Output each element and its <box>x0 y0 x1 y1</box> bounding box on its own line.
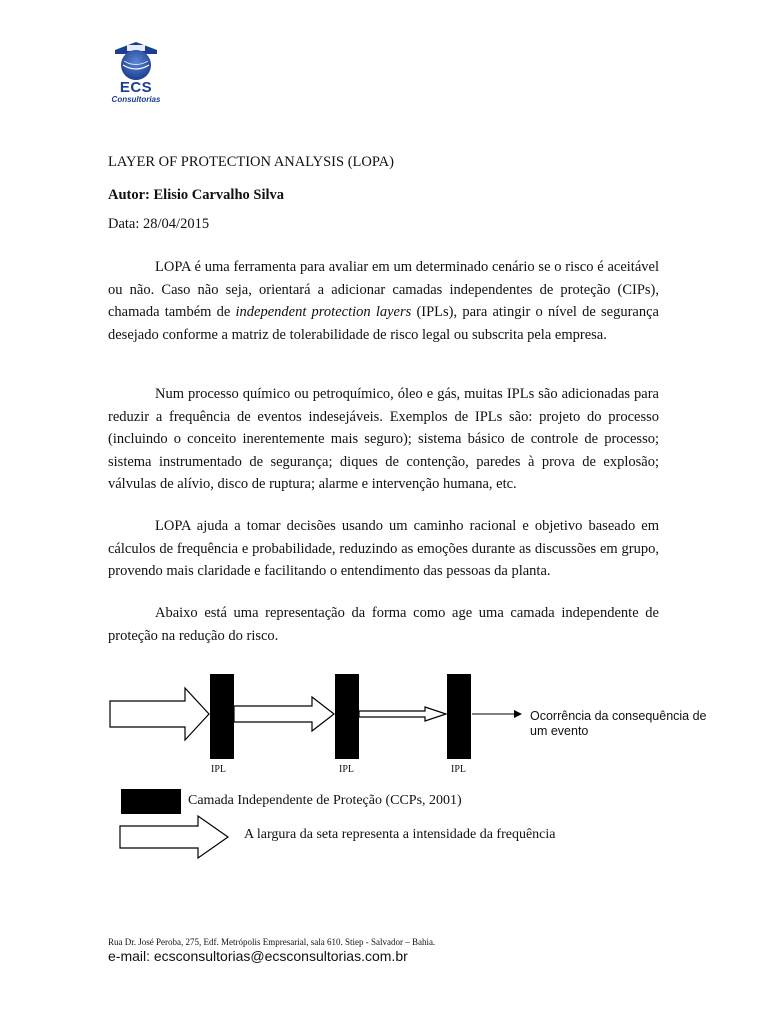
legend-layer-text: Camada Independente de Proteção (CCPs, 2001) <box>188 793 462 808</box>
ipl-bar-1 <box>210 674 234 759</box>
footer-address: Rua Dr. José Peroba, 275, Edf. Metrópolis Empresarial, sala 610. Stiep - Salvador – Bahia. <box>108 937 436 947</box>
logo-subtitle: Consultorias <box>111 95 161 104</box>
ipl-label-2: IPL <box>339 764 354 775</box>
ipl-label-3: IPL <box>451 764 466 775</box>
company-logo <box>107 40 165 108</box>
paragraph-4: Abaixo está uma representação da forma como age uma camada independente de proteção na redução do risco. <box>108 605 659 644</box>
legend-arrow-text: A largura da seta representa a intensidade da frequência <box>244 827 556 842</box>
paragraph-1-italic: independent protection layers <box>235 304 412 321</box>
legend-arrow-icon <box>120 816 228 858</box>
paragraph-1-text-a: LOPA é uma ferramenta para avaliar em um determinado cenário se o risco é aceitável ou não. Caso não seja, orientará a adicionar camadas independentes de proteção (CIPs), chamada também de <box>108 259 659 321</box>
ipl-label-1: IPL <box>211 764 226 775</box>
document-author: Autor: Elisio Carvalho Silva <box>108 187 285 203</box>
paragraph-3: LOPA ajuda a tomar decisões usando um caminho racional e objetivo baseado em cálculos de frequência e probabilidade, reduzindo as emoções durante as discussões em grupo, provendo mais claridade e facilitando o entendimento das pessoas da planta. <box>108 518 659 580</box>
paragraph-1 <box>108 256 659 346</box>
large-arrow-icon <box>110 688 209 740</box>
document-date: Data: 28/04/2015 <box>108 216 210 232</box>
medium-arrow-icon <box>234 697 334 731</box>
ipl-bar-2 <box>335 674 359 759</box>
document-title: LAYER OF PROTECTION ANALYSIS (LOPA) <box>108 154 394 170</box>
footer-email: e-mail: ecsconsultorias@ecsconsultorias.com.br <box>108 948 408 964</box>
logo-name: ECS <box>119 79 153 96</box>
paragraph-1-text-b: (IPLs), para atingir o nível de segurança desejado conforme a matriz de tolerabilidade de risco legal ou subscrita pela empresa. <box>108 304 659 343</box>
outcome-label: Ocorrência da consequência de um evento <box>530 709 707 738</box>
paragraph-2: Num processo químico ou petroquímico, óleo e gás, muitas IPLs são adicionadas para reduzir a frequência de eventos indesejáveis. Exemplos de IPLs são: projeto do processo (incluindo o conceito inerentemente mais seguro); sistema básico de controle de processo; sistema instrumentado de segurança; diques de contenção, paredes à prova de explosão; válvulas de alívio, disco de ruptura; alarme e intervenção humana, etc. <box>108 386 659 493</box>
small-arrow-icon <box>359 707 446 721</box>
ipl-bar-3 <box>447 674 471 759</box>
legend-bar-swatch <box>121 789 181 814</box>
logo-emblem-icon <box>107 40 165 82</box>
thin-arrow-head-icon <box>514 710 522 718</box>
